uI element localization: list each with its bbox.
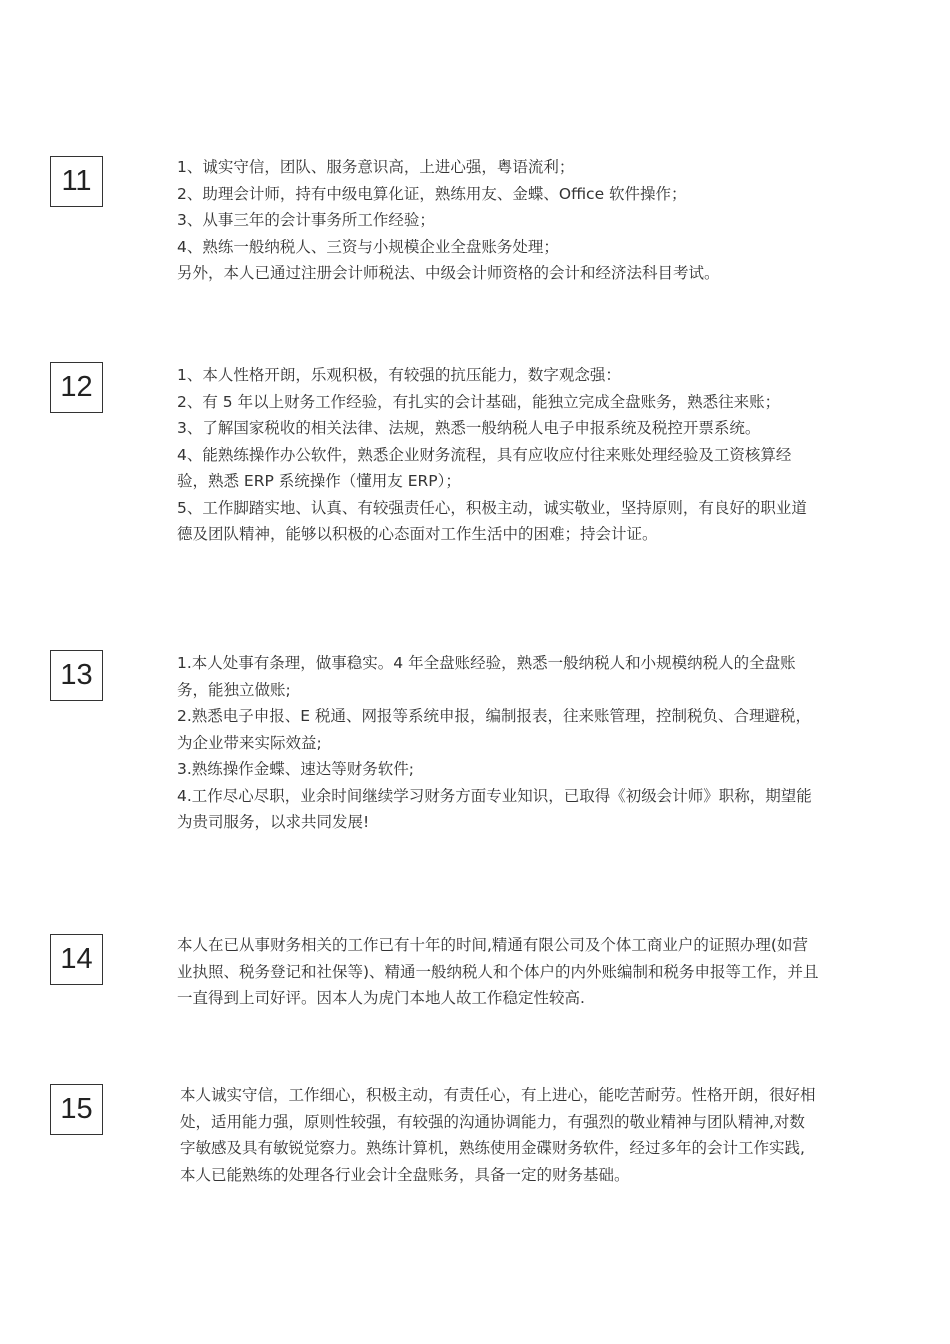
entry-line: 4、熟练一般纳税人、三资与小规模企业全盘账务处理； — [177, 237, 559, 256]
entry-line: 1、本人性格开朗，乐观积极，有较强的抗压能力，数字观念强： — [177, 366, 621, 384]
entry-number-box: 13 — [50, 650, 103, 701]
entry-text — [177, 650, 820, 836]
entry-line: 1.本人处事有条理，做事稳实。4 年全盘账经验，熟悉一般纳税人和小规模纳税人的全盘账务，能独立做账; — [177, 654, 796, 699]
entry-line: 本人在已从事财务相关的工作已有十年的时间,精通有限公司及个体工商业户的证照办理(如营业执照、税务登记和社保等)、精通一般纳税人和个体户的内外账编制和税务申报等工作，并且一直得到上司好评。因本人为虎门本地人故工作稳定性较高. — [177, 936, 819, 1007]
entry-line: 3、了解国家税收的相关法律、法规，熟悉一般纳税人电子申报系统及税控开票系统。 — [177, 419, 761, 437]
entry-line: 2、助理会计师，持有中级电算化证，熟练用友、金蝶、Office 软件操作； — [177, 184, 687, 203]
entry-number-box: 14 — [50, 934, 103, 985]
entry-text — [177, 362, 820, 548]
entry-line: 2.熟悉电子申报、E 税通、网报等系统申报，编制报表，往来账管理，控制税负、合理避税，为企业带来实际效益; — [177, 707, 812, 752]
entry-line: 3、从事三年的会计事务所工作经验； — [177, 211, 435, 229]
entry-number-box: 11 — [50, 156, 103, 207]
entry-text — [177, 932, 820, 1012]
entry-number-box: 15 — [50, 1084, 103, 1135]
entry-line: 5、工作脚踏实地、认真、有较强责任心，积极主动，诚实敬业，坚持原则，有良好的职业道德及团队精神，能够以积极的心态面对工作生活中的困难；持会计证。 — [177, 498, 807, 543]
entry-line: 1、诚实守信，团队、服务意识高，上进心强，粤语流利； — [177, 158, 575, 176]
entry-line: 4、能熟练操作办公软件，熟悉企业财务流程，具有应收应付往来账处理经验及工资核算经验，熟悉 ERP 系统操作（懂用友 ERP）； — [177, 445, 792, 490]
entry-line: 4.工作尽心尽职，业余时间继续学习财务方面专业知识，已取得《初级会计师》职称，期望能为贵司服务，以求共同发展! — [177, 786, 812, 831]
entry-text — [180, 1082, 820, 1188]
entry-text — [177, 154, 820, 287]
entry-line: 本人诚实守信，工作细心，积极主动，有责任心，有上进心，能吃苦耐劳。性格开朗，很好相处，适用能力强，原则性较强，有较强的沟通协调能力，有强烈的敬业精神与团队精神,对数字敏感及具有敏锐觉察力。熟练计算机，熟练使用金碟财务软件，经过多年的会计工作实践,本人已能熟练的处理各行业会计全盘账务，具备一定的财务基础。 — [180, 1086, 816, 1184]
entry-line: 另外，本人已通过注册会计师税法、中级会计师资格的会计和经济法科目考试。 — [177, 264, 720, 282]
entry-line: 2、有 5 年以上财务工作经验，有扎实的会计基础，能独立完成全盘账务，熟悉往来账； — [177, 392, 781, 411]
entry-line: 3.熟练操作金蝶、速达等财务软件; — [177, 760, 415, 778]
entry-number-box: 12 — [50, 362, 103, 413]
